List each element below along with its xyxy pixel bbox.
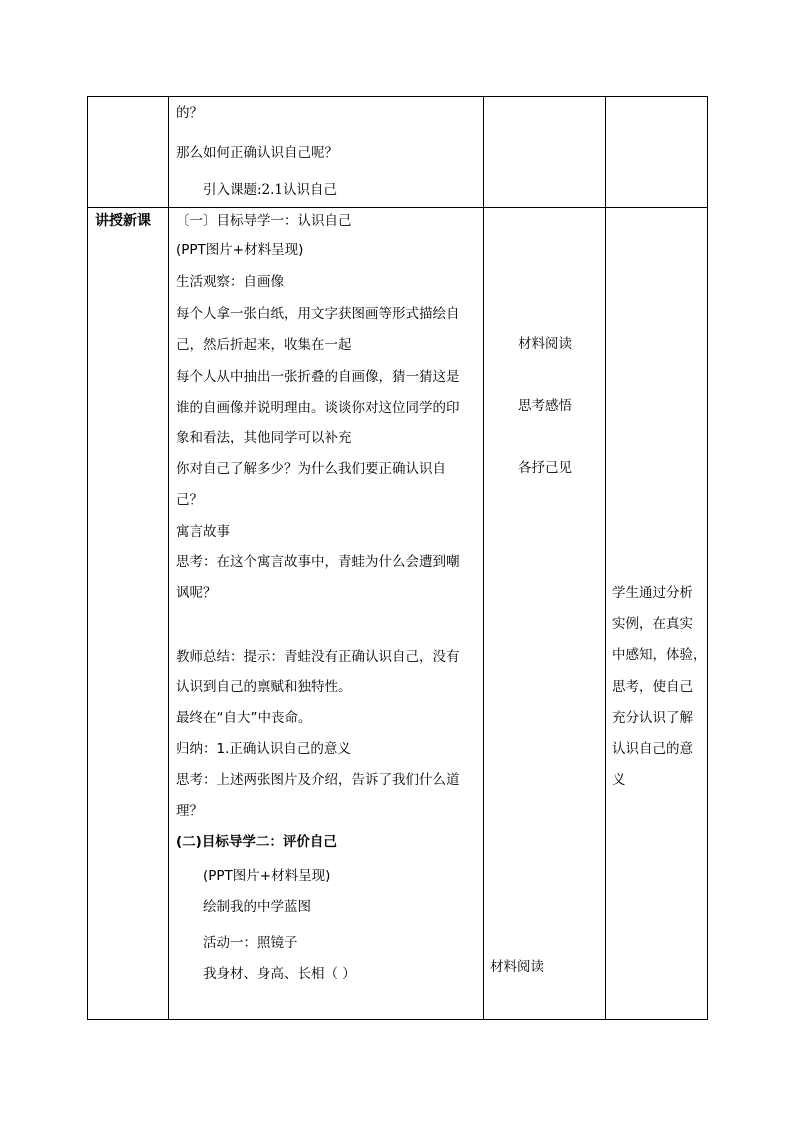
content-heading: (二)目标导学二：评价自己 bbox=[176, 834, 337, 850]
content-line: 绘制我的中学蓝图 bbox=[203, 899, 311, 915]
content-line: 认识到自己的禀赋和独特性。 bbox=[176, 679, 352, 695]
activity-line: 思考感悟 bbox=[518, 398, 572, 414]
student-activity-cell bbox=[484, 208, 606, 1019]
content-line: 每个人拿一张白纸，用文字获图画等形式描绘自 bbox=[176, 306, 460, 322]
content-line: 我身材、身高、长相（ ） bbox=[203, 966, 356, 982]
content-line: 理？ bbox=[176, 803, 203, 819]
design-intent-cell bbox=[606, 208, 708, 1019]
content-line: 归纳：1.正确认识自己的意义 bbox=[176, 741, 351, 757]
content-line: 生活观察：自画像 bbox=[176, 274, 284, 290]
content-line: 引入课题:2.1认识自己 bbox=[203, 182, 338, 198]
content-line: 思考：上述两张图片及介绍，告诉了我们什么道 bbox=[176, 772, 460, 788]
section-cell bbox=[88, 208, 169, 1019]
intent-line: 充分认识了解 bbox=[612, 710, 693, 726]
content-line: 〔一〕目标导学一：认识自己 bbox=[176, 213, 352, 229]
content-line: 寓言故事 bbox=[176, 524, 230, 540]
content-line: 那么如何正确认识自己呢？ bbox=[176, 145, 338, 161]
content-line: 讽呢？ bbox=[176, 585, 217, 601]
activity-line: 各抒己见 bbox=[518, 460, 572, 476]
content-line: 你对自己了解多少？为什么我们要正确认识自 bbox=[176, 461, 446, 477]
intent-line: 义 bbox=[612, 772, 626, 788]
content-line: 象和看法，其他同学可以补充 bbox=[176, 430, 352, 446]
content-line: 己，然后折起来，收集在一起 bbox=[176, 337, 352, 353]
lesson-plan-table bbox=[87, 96, 708, 1020]
table-row bbox=[88, 97, 708, 208]
design-intent-cell bbox=[606, 97, 708, 207]
content-line: (PPT图片+材料呈现) bbox=[176, 242, 304, 258]
intent-line: 中感知，体验， bbox=[612, 647, 707, 663]
content-line: 谁的自画像并说明理由。谈谈你对这位同学的印 bbox=[176, 400, 460, 416]
section-cell bbox=[88, 97, 169, 207]
content-line: (PPT图片+材料呈现) bbox=[203, 868, 331, 884]
content-cell bbox=[169, 208, 484, 1019]
student-activity-cell bbox=[484, 97, 606, 207]
content-line: 教师总结：提示：青蛙没有正确认识自己，没有 bbox=[176, 649, 460, 665]
content-line: 活动一：照镜子 bbox=[203, 935, 298, 951]
intent-line: 学生通过分析 bbox=[612, 585, 693, 601]
content-line: 思考：在这个寓言故事中，青蛙为什么会遭到嘲 bbox=[176, 554, 460, 570]
content-line: 最终在“自大”中丧命。 bbox=[176, 710, 312, 726]
table-row bbox=[88, 208, 708, 1020]
content-cell bbox=[169, 97, 484, 207]
section-label: 讲授新课 bbox=[95, 213, 151, 229]
intent-line: 认识自己的意 bbox=[612, 741, 693, 757]
activity-line: 材料阅读 bbox=[490, 959, 544, 975]
content-line: 己？ bbox=[176, 492, 203, 508]
content-line: 每个人从中抽出一张折叠的自画像，猜一猜这是 bbox=[176, 369, 460, 385]
content-line: 的？ bbox=[176, 105, 203, 121]
intent-line: 实例，在真实 bbox=[612, 616, 693, 632]
activity-line: 材料阅读 bbox=[518, 336, 572, 352]
intent-line: 思考，使自己 bbox=[612, 679, 693, 695]
